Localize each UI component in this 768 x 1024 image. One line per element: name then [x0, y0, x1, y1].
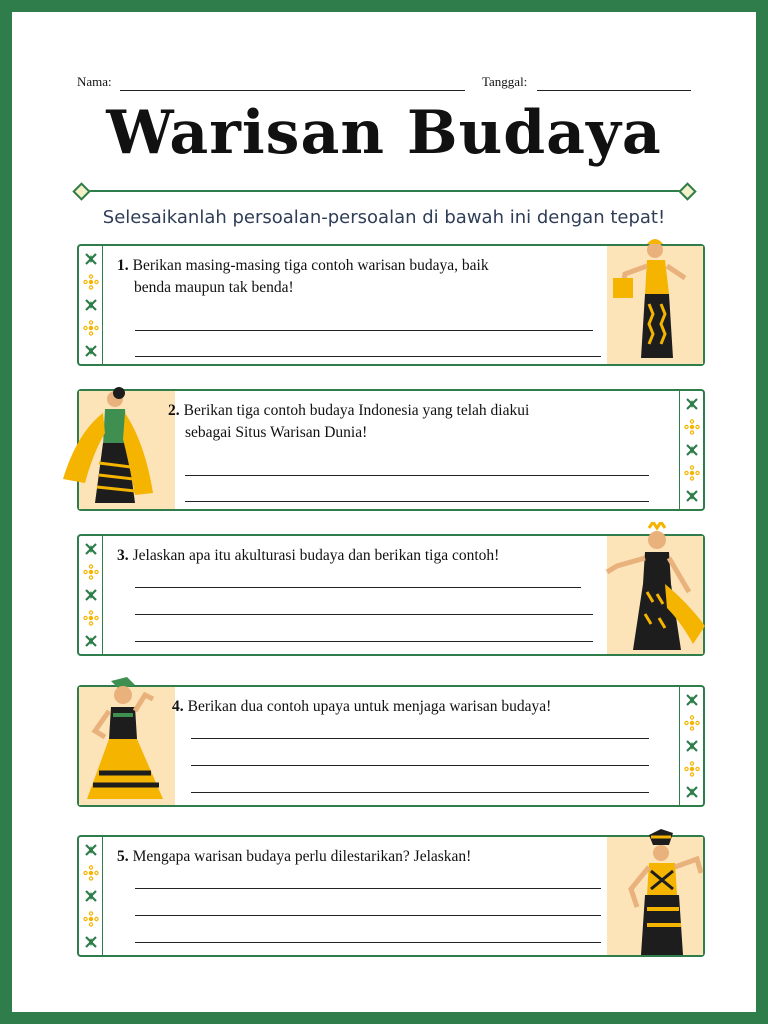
ornament-strip — [679, 391, 703, 509]
divider-diamond-left-icon — [72, 182, 90, 200]
answer-line[interactable] — [185, 475, 649, 476]
question-text: Berikan tiga contoh budaya Indonesia yang telah diakui — [183, 402, 530, 419]
answer-line[interactable] — [135, 641, 593, 642]
question-text: Berikan masing-masing tiga contoh warisan budaya, baik — [132, 257, 489, 274]
question-text: Berikan dua contoh upaya untuk menjaga warisan budaya! — [187, 698, 552, 715]
answer-line[interactable] — [191, 738, 649, 739]
question-card-4 — [77, 685, 705, 807]
question-5 — [117, 846, 471, 868]
title-divider — [82, 190, 686, 192]
question-text: Jelaskan apa itu akulturasi budaya dan berikan tiga contoh! — [132, 547, 500, 564]
question-4 — [172, 696, 551, 718]
flower-ornament-icon — [684, 761, 700, 777]
page-title: Warisan Budaya — [106, 98, 662, 168]
question-card-2 — [77, 389, 705, 511]
answer-line[interactable] — [185, 501, 649, 502]
question-text-continued: sebagai Situs Warisan Dunia! — [185, 424, 368, 441]
batik-x-ornament-icon — [685, 489, 699, 503]
dancer-illustration — [79, 675, 175, 805]
batik-x-ornament-icon — [84, 252, 98, 266]
flower-ornament-icon — [684, 465, 700, 481]
question-number: 4. — [172, 698, 184, 715]
flower-ornament-icon — [83, 320, 99, 336]
answer-line[interactable] — [135, 942, 601, 943]
batik-x-ornament-icon — [84, 298, 98, 312]
batik-x-ornament-icon — [84, 843, 98, 857]
answer-line[interactable] — [135, 356, 601, 357]
flower-ornament-icon — [83, 865, 99, 881]
flower-ornament-icon — [83, 274, 99, 290]
divider-diamond-right-icon — [678, 182, 696, 200]
dancer-illustration — [597, 522, 709, 652]
question-1 — [117, 255, 489, 299]
ornament-strip — [79, 536, 103, 654]
flower-ornament-icon — [83, 564, 99, 580]
question-2 — [168, 400, 529, 444]
question-card-3 — [77, 534, 705, 656]
batik-x-ornament-icon — [84, 588, 98, 602]
tanggal-field[interactable] — [537, 90, 691, 91]
batik-x-ornament-icon — [84, 889, 98, 903]
batik-x-ornament-icon — [84, 634, 98, 648]
flower-ornament-icon — [83, 911, 99, 927]
batik-x-ornament-icon — [685, 693, 699, 707]
nama-field[interactable] — [120, 90, 465, 91]
question-number: 1. — [117, 257, 129, 274]
batik-x-ornament-icon — [685, 785, 699, 799]
question-number: 3. — [117, 547, 129, 564]
answer-line[interactable] — [135, 614, 593, 615]
batik-x-ornament-icon — [685, 397, 699, 411]
batik-x-ornament-icon — [84, 344, 98, 358]
nama-label: Nama: — [77, 74, 112, 89]
dancer-illustration — [611, 234, 699, 362]
batik-x-ornament-icon — [84, 542, 98, 556]
answer-line[interactable] — [191, 765, 649, 766]
batik-x-ornament-icon — [685, 443, 699, 457]
batik-x-ornament-icon — [84, 935, 98, 949]
ornament-strip — [679, 687, 703, 805]
question-3 — [117, 545, 499, 567]
question-card-1 — [77, 244, 705, 366]
ornament-strip — [79, 837, 103, 955]
tanggal-label: Tanggal: — [482, 74, 528, 89]
answer-line[interactable] — [135, 330, 593, 331]
worksheet-page — [12, 12, 756, 1012]
flower-ornament-icon — [684, 419, 700, 435]
dancer-illustration — [57, 383, 169, 507]
question-text-continued: benda maupun tak benda! — [134, 279, 294, 296]
batik-x-ornament-icon — [685, 739, 699, 753]
flower-ornament-icon — [684, 715, 700, 731]
question-number: 2. — [168, 402, 180, 419]
flower-ornament-icon — [83, 610, 99, 626]
question-card-5 — [77, 835, 705, 957]
question-number: 5. — [117, 848, 129, 865]
answer-line[interactable] — [135, 915, 601, 916]
answer-line[interactable] — [135, 888, 601, 889]
instruction-text: Selesaikanlah persoalan-persoalan di bawah ini dengan tepat! — [102, 207, 666, 228]
answer-line[interactable] — [191, 792, 649, 793]
ornament-strip — [79, 246, 103, 364]
question-text: Mengapa warisan budaya perlu dilestarikan? Jelaskan! — [132, 848, 472, 865]
answer-line[interactable] — [135, 587, 581, 588]
dancer-illustration — [621, 829, 717, 957]
